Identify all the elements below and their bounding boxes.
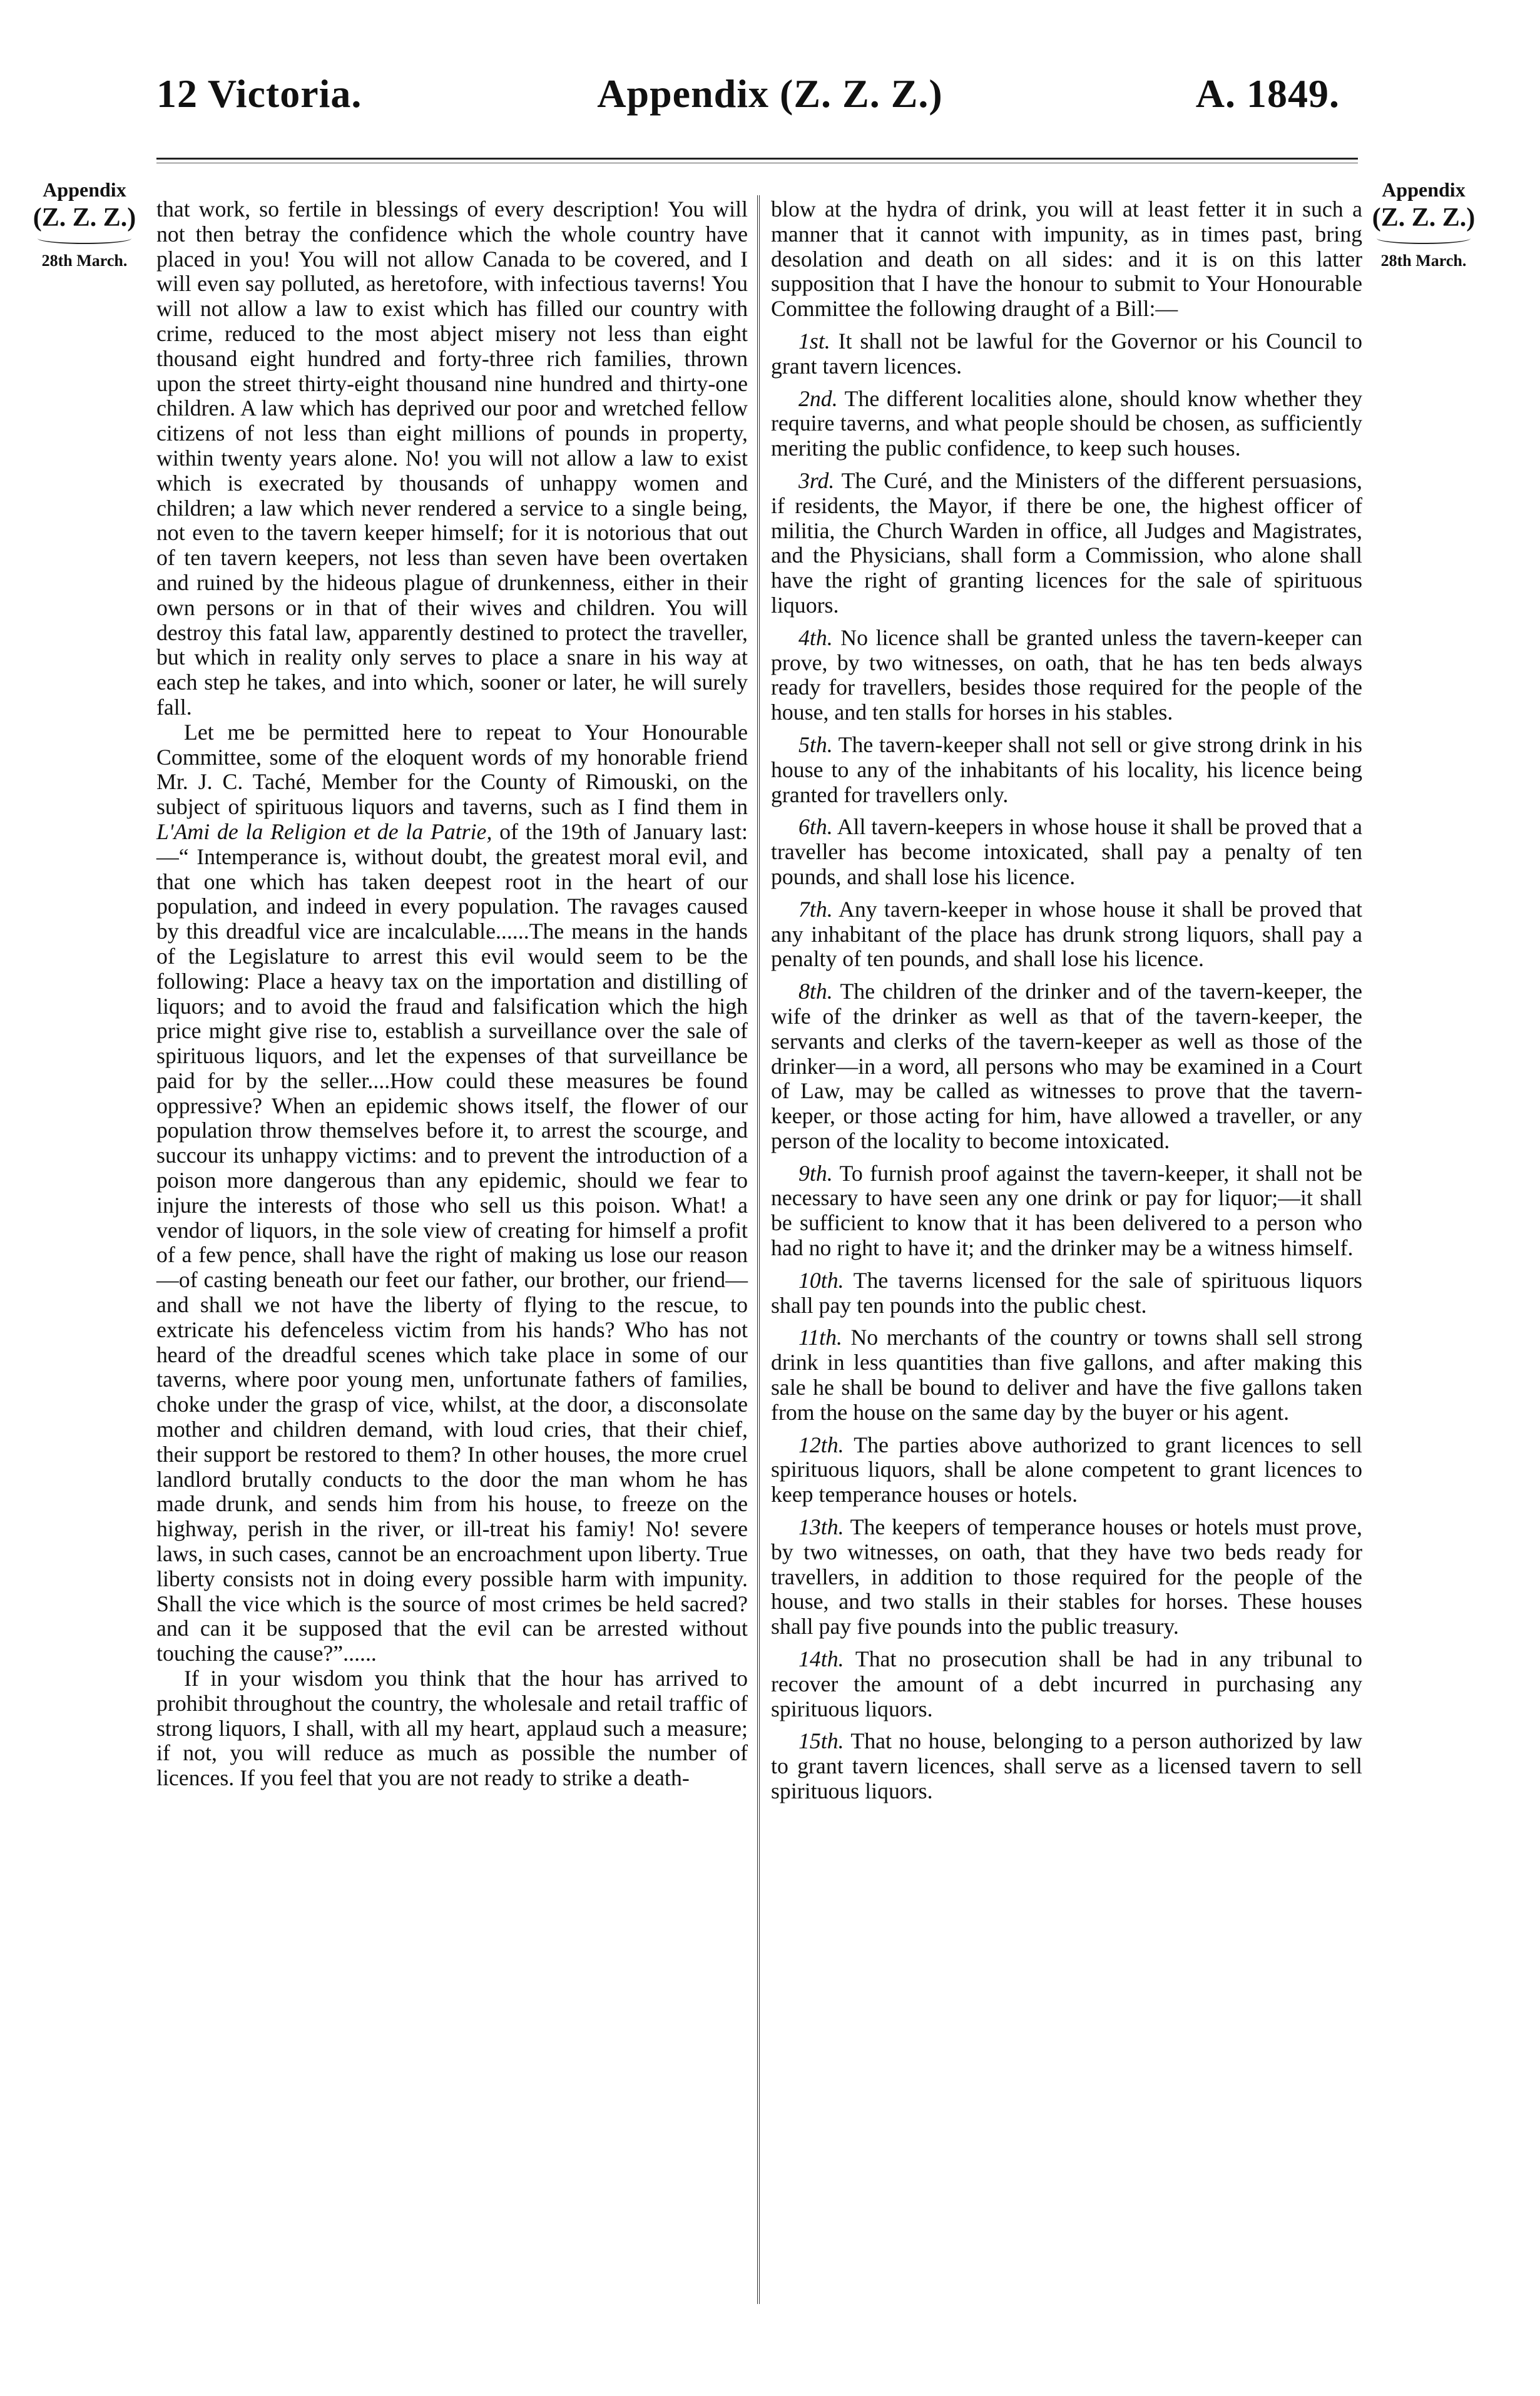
margin-note-date: 28th March. [41, 252, 128, 270]
newspaper-title: L'Ami de la Religion et de la Patrie, [156, 818, 492, 844]
header-right: A. 1849. [1195, 71, 1340, 116]
clause-text: The taverns licensed for the sale of spirituous liquors shall pay ten pounds into the public chest. [771, 1267, 1362, 1318]
bill-clause [771, 733, 1362, 807]
paragraph [156, 720, 748, 1666]
clause-text: The keepers of temperance houses or hotels must prove, by two witnesses, on oath, that they have two beds ready for travellers, in addition to those required for the people of the house, and two stalls in their stables for horses. These houses shall pay five pounds into the public treasury. [771, 1514, 1362, 1639]
margin-note-date: 28th March. [1380, 252, 1467, 270]
clause-number: 6th. [798, 814, 833, 840]
bill-clause [771, 329, 1362, 379]
clause-text: No merchants of the country or towns shall sell strong drink in less quantities than five gallons, and after making this sale he shall be bound to deliver and have the five gallons taken from the house on the same day by the buyer or his agent. [771, 1325, 1362, 1425]
paragraph: that work, so fertile in blessings of every description! You will not then betray the confidence which the whole country have placed in you! You will not allow Canada to be covered, and I will even say polluted, as heretofore, with infectious taverns! You will not allow a law to exist which has filled our country with crime, reduced to the most abject misery not less than eight thousand eight hundred and forty-three rich families, thrown upon the street thirty-eight thousand nine hundred and thirty-one children. A law which has deprived our poor and wretched fellow citizens of not less than eight millions of pounds in property, within twenty years alone. No! you will not allow a law to exist which is execrated by thousands of unhappy women and children; a law which never rendered a service to a single being, not even to the tavern keeper himself; for it is notorious that out of ten tavern keepers, not less than seven have been overtaken and ruined by the hideous plague of drunkenness, either in their own persons or in that of their wives and children. You will destroy this fatal law, apparently destined to protect the traveller, but which in reality only serves to place a snare in his way at each step he takes, and into which, sooner or later, he will surely fall. [156, 196, 748, 720]
bill-clause [771, 1161, 1362, 1261]
clause-text: To furnish proof against the tavern-keeper, it shall not be necessary to have seen any one drink or pay for liquor;—it shall be sufficient to know that it has been delivered to a person who had no right to have it; and the drinker may be a witness himself. [771, 1160, 1362, 1261]
bill-clause [771, 1647, 1362, 1721]
clause-number: 10th. [798, 1267, 844, 1293]
clause-text: The tavern-keeper shall not sell or give strong drink in his house to any of the inhabitants of his locality, his licence being granted for travellers only. [771, 732, 1362, 807]
clause-text: No licence shall be granted unless the tavern-keeper can prove, by two witnesses, on oath, that he has ten beds always ready for travellers, besides those required for the people of the house, and ten stalls for horses in his stables. [771, 624, 1362, 725]
bill-clause [771, 1268, 1362, 1318]
clause-number: 13th. [798, 1514, 844, 1540]
clause-number: 4th. [798, 624, 833, 650]
clause-text: The different localities alone, should know whether they require taverns, and what people should be chosen, as sufficiently meriting the public confidence, to keep such houses. [771, 385, 1362, 461]
header-rule [156, 158, 1358, 160]
left-column [156, 197, 748, 1791]
margin-note-ref: (Z. Z. Z.) [33, 203, 136, 232]
bill-clause [771, 1515, 1362, 1639]
clause-text: The children of the drinker and of the tavern-keeper, the wife of the drinker as well as that of the tavern-keeper, the servants and clerks of the tavern-keeper as well as those of the drinker—in a word, all persons who may be examined in a Court of Law, may be called as witnesses to prove that the tavern-keeper, or those acting for him, have allowed a traveller, or any person of the locality to become intoxicated. [771, 979, 1362, 1153]
bill-clause [771, 469, 1362, 618]
header-left: 12 Victoria. [156, 71, 362, 116]
clause-number: 8th. [798, 979, 833, 1004]
margin-note-left [22, 178, 147, 270]
bill-clause [771, 979, 1362, 1154]
clause-text: It shall not be lawful for the Governor or his Council to grant tavern licences. [771, 328, 1362, 379]
margin-note-label: Appendix [1382, 178, 1466, 201]
bill-clause [771, 815, 1362, 889]
bill-clause [771, 1433, 1362, 1507]
clause-number: 11th. [798, 1325, 842, 1350]
clause-text: All tavern-keepers in whose house it shall be proved that a traveller has become intoxicated, shall pay a penalty of ten pounds, and shall lose his licence. [771, 814, 1362, 889]
column-divider [757, 195, 760, 2304]
margin-note-label: Appendix [43, 178, 126, 201]
clause-number: 7th. [798, 896, 833, 922]
margin-brace [1377, 233, 1471, 244]
clause-number: 9th. [798, 1160, 833, 1186]
paragraph-text: Let me be permitted here to repeat to Your Honourable Committee, some of the eloquent words of my honorable friend Mr. J. C. Taché, Member for the County of Rimouski, on the subject of spirituous liquors and taverns, such as I find them in [156, 719, 748, 820]
clause-number: 14th. [798, 1646, 844, 1672]
clause-text: The Curé, and the Ministers of the different persuasions, if residents, the Mayor, if there be one, the highest officer of militia, the Church Warden in office, all Judges and Magistrates, and the Physicians, shall form a Commission, who alone shall have the right of granting licences for the sale of spirituous liquors. [771, 467, 1362, 618]
bill-clause [771, 897, 1362, 972]
bill-clauses [771, 329, 1362, 1804]
clause-number: 15th. [798, 1728, 844, 1754]
clause-number: 1st. [798, 328, 830, 354]
clause-number: 5th. [798, 732, 833, 757]
margin-note-right [1361, 178, 1486, 270]
clause-text: The parties above authorized to grant licences to sell spirituous liquors, shall be alone competent to grant licences to keep temperance houses or hotels. [771, 1432, 1362, 1507]
paragraph: blow at the hydra of drink, you will at least fetter it in such a manner that it cannot with impunity, as in times past, bring desolation and death on all sides: and it is on this latter supposition that I have the honour to submit to Your Honourable Committee the following draught of a Bill:— [771, 196, 1362, 322]
clause-number: 12th. [798, 1432, 844, 1457]
paragraph: If in your wisdom you think that the hour has arrived to prohibit throughout the country, the wholesale and retail traffic of strong liquors, I shall, with all my heart, applaud such a measure; if not, you will reduce as much as possible the number of licences. If you feel that you are not ready to strike a death- [156, 1666, 748, 1791]
paragraph-text: of the 19th of January last:—“ Intemperance is, without doubt, the greatest moral evil, and that one which has taken deepest root in the heart of our population, and indeed in every population. The ravages caused by this dreadful vice are incalculable......The means in the hands of the Legislature to arrest this evil would seem to be the following: Place a heavy tax on the importation and distilling of liquors; and to avoid the fraud and falsification which the high price might give rise to, establish a surveillance over the sale of spirituous liquors, and let the expenses of that surveillance be paid for by the seller....How could these measures be found oppressive? When an epidemic shows itself, the flower of our population throw themselves before it, to arrest the scourge, and succour its unhappy victims: and to prevent the introduction of a poison more dangerous than any epidemic, should we fear to injure the interests of those who sell us this poison. What! a vendor of liquors, in the sole view of creating for himself a profit of a few pence, shall have the right of making us lose our reason—of casting beneath our feet our father, our brother, our friend—and shall we not have the liberty of flying to the rescue, to extricate his defenceless victim from his hands? Who has not heard of the dreadful scenes which take place in some of our taverns, where poor young men, unfortunate fathers of families, choke under the grasp of vice, whilst, at the door, a disconsolate mother and children demand, with loud cries, that their chief, their support be restored to them? In other houses, the more cruel landlord brutally conducts to the door the man whom he has made drunk, and sends him from his house, to freeze on the highway, perish in the river, or ill-treat his famiy! No! severe laws, in such cases, cannot be an encroachment upon liberty. True liberty consists not in doing every possible harm with impunity. Shall the vice which is the source of most crimes be held sacred? and can it be supposed that the evil can be arrested without touching the cause?”...... [156, 818, 748, 1666]
clause-number: 2nd. [798, 385, 838, 411]
clause-text: Any tavern-keeper in whose house it shall be proved that any inhabitant of the place has drunk strong liquors, shall pay a penalty of ten pounds, and shall lose his licence. [771, 896, 1362, 972]
bill-clause [771, 1729, 1362, 1803]
margin-note-ref: (Z. Z. Z.) [1372, 203, 1476, 232]
header-center: Appendix (Z. Z. Z.) [597, 71, 943, 116]
clause-text: That no prosecution shall be had in any tribunal to recover the amount of a debt incurred in purchasing any spirituous liquors. [771, 1646, 1362, 1721]
right-column [771, 197, 1362, 1804]
bill-clause [771, 387, 1362, 461]
margin-brace [38, 233, 131, 244]
clause-number: 3rd. [798, 467, 835, 493]
clause-text: That no house, belonging to a person authorized by law to grant tavern licences, shall serve as a licensed tavern to sell spirituous liquors. [771, 1728, 1362, 1804]
bill-clause [771, 626, 1362, 725]
bill-clause [771, 1325, 1362, 1425]
